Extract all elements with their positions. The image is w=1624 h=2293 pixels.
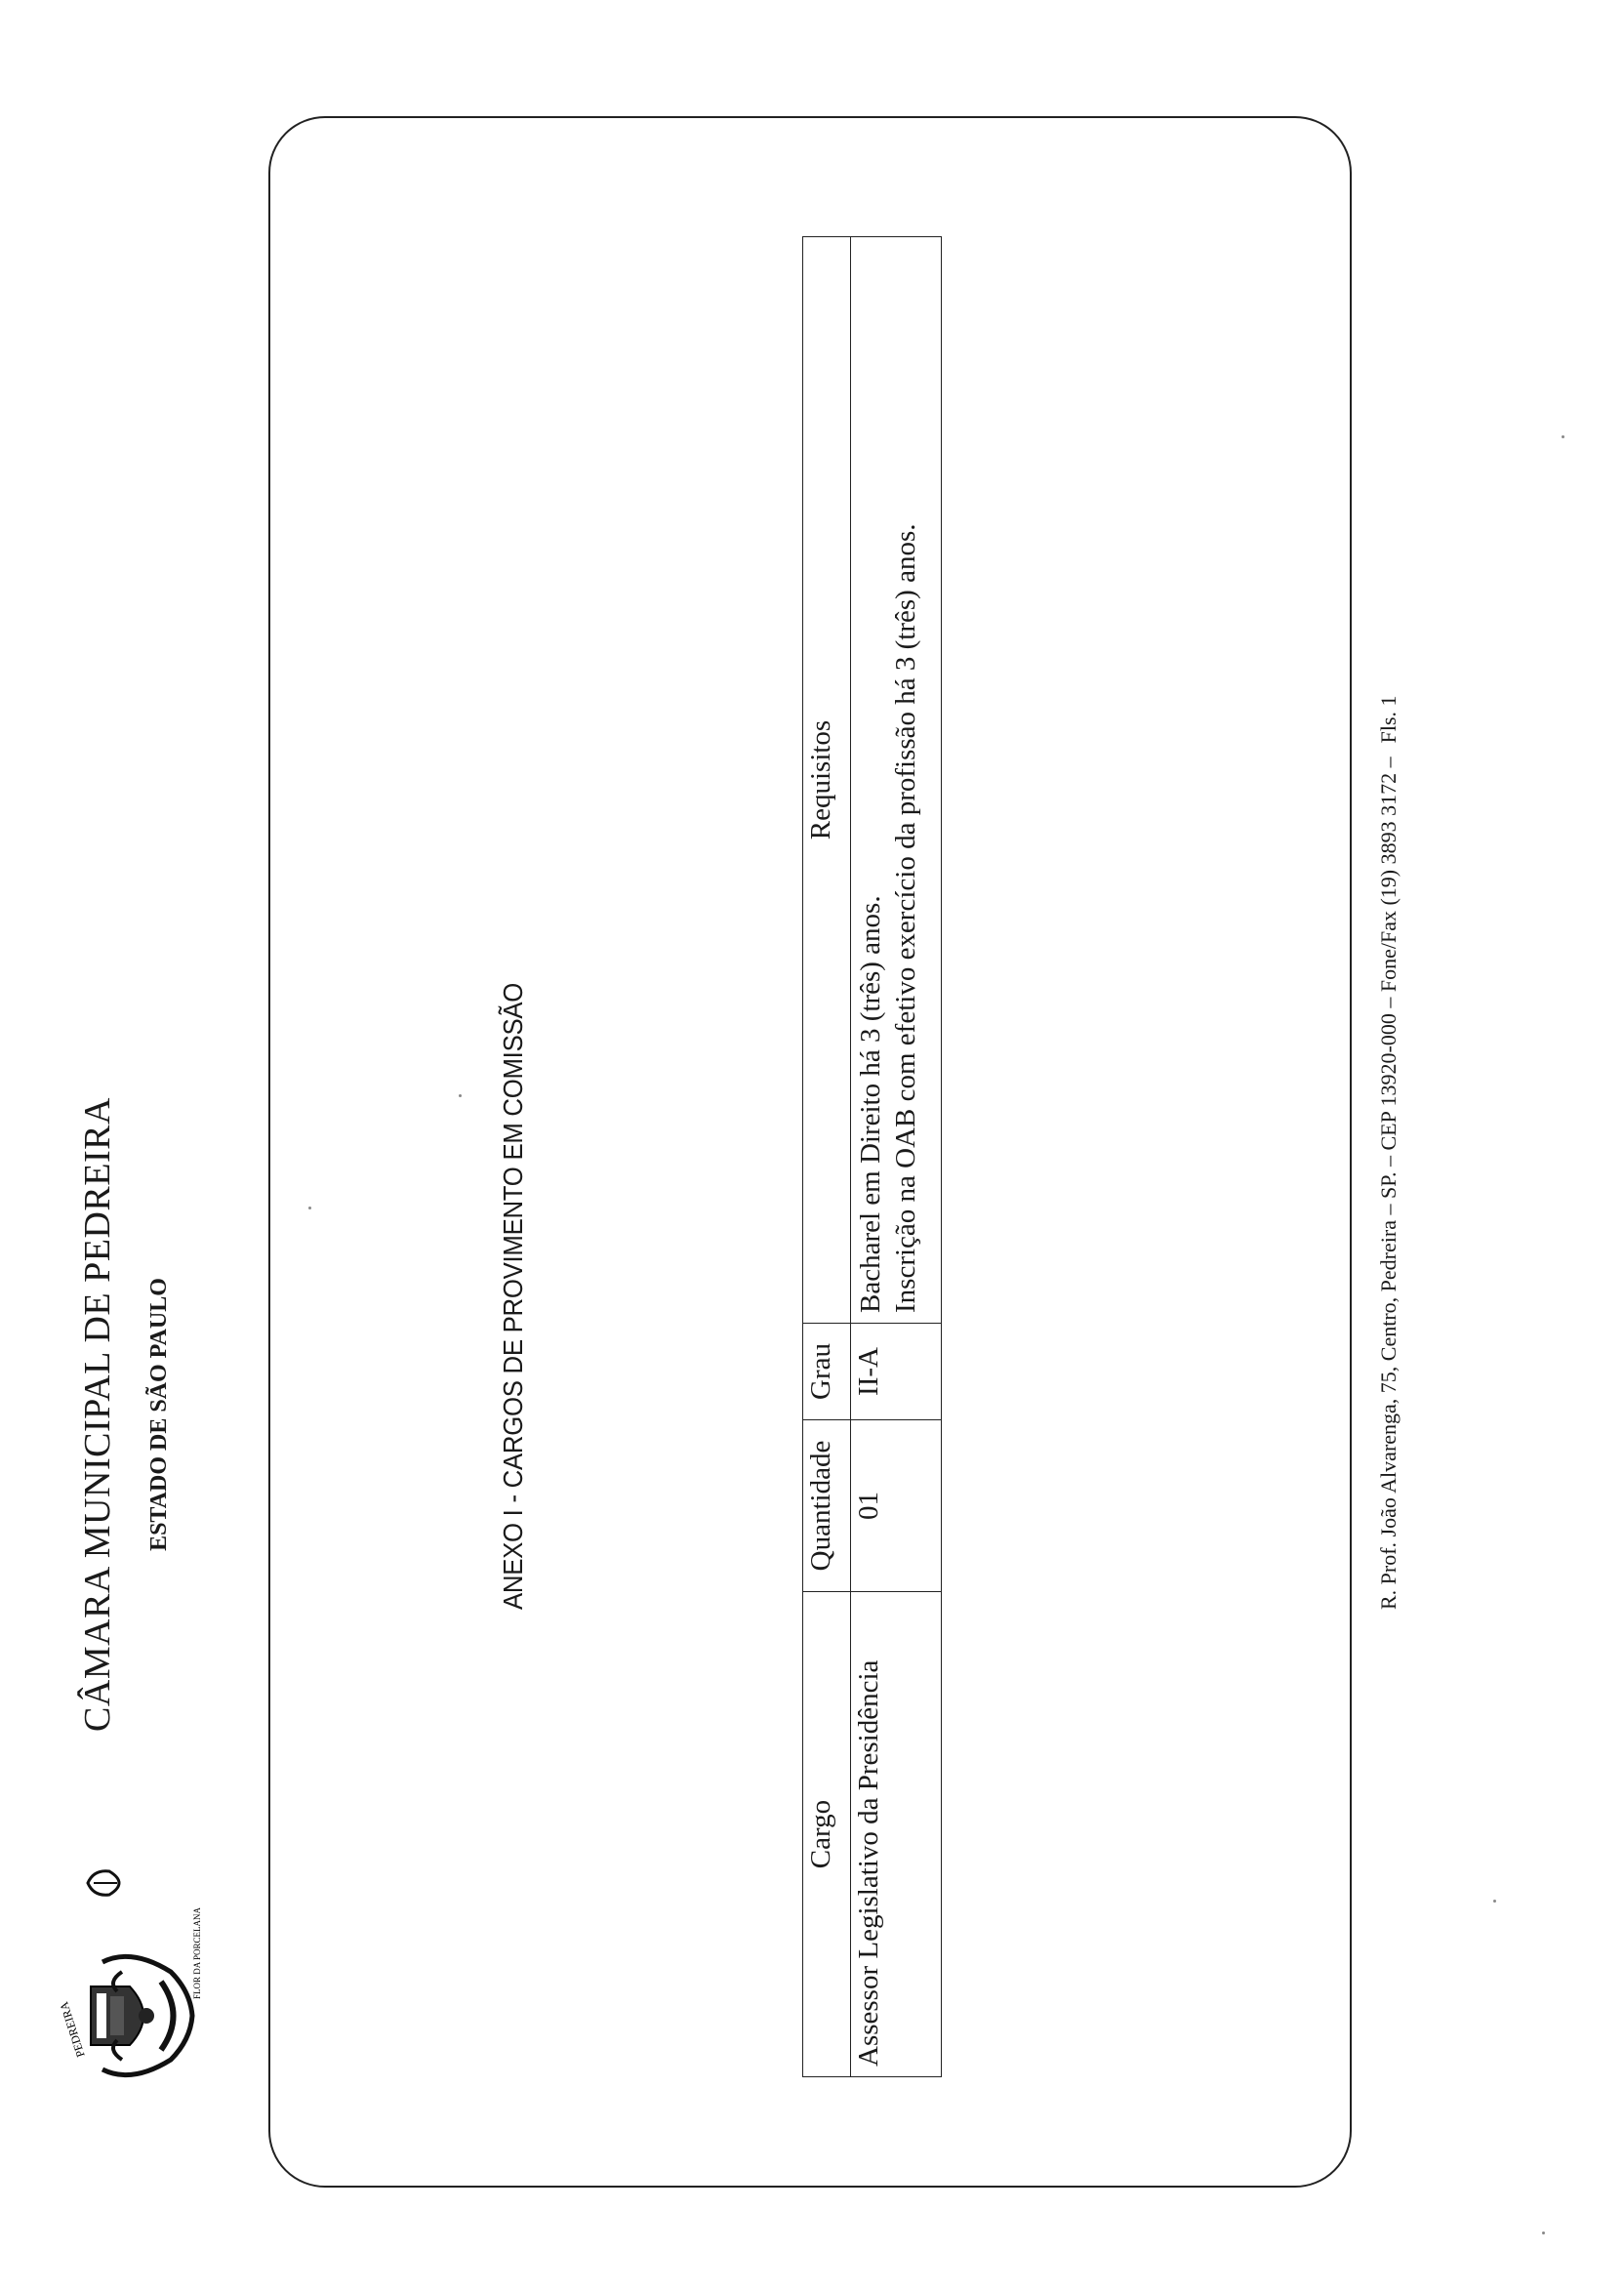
crest-motto-top: PEDREIRA [57,1999,88,2060]
header-grau: Grau [803,1324,851,1420]
table-row [851,237,942,2077]
table-header-row [803,237,851,2077]
scan-speck [308,1207,311,1209]
chamber-title-text: CÂMARA MUNICIPAL DE PEDREIRA [77,1097,118,1732]
cell-requisitos [851,237,942,1324]
header-quantidade: Quantidade [803,1420,851,1592]
page-footer [1376,145,1405,1610]
crest-motto-bottom: FLOR DA PORCELANA [192,1906,202,1999]
footer-address: R. Prof. João Alvarenga, 75, Centro, Pedreira – SP. – CEP 13920-000 – Fone/Fax (19) 3893 3172 – [1376,757,1401,1610]
cell-cargo: Assessor Legislativo da Presidência [851,1592,942,2077]
header-requisitos: Requisitos [803,237,851,1324]
scan-speck [1562,435,1564,438]
cell-grau: II-A [851,1324,942,1420]
requirement-line: Bacharel em Direito há 3 (três) anos. [855,895,886,1313]
requirement-line: Inscrição na OAB com efetivo exercício da profissão há 3 (três) anos. [890,523,921,1313]
state-subtitle: ESTADO DE SÃO PAULO [146,1278,172,1551]
leaf-emblem-icon [84,1863,123,1903]
scan-speck [1542,2232,1545,2234]
scan-speck [459,1094,462,1097]
footer-page-number: Fls. 1 [1376,695,1401,744]
annex-title: ANEXO I - CARGOS DE PROVIMENTO EM COMISSÃO [498,982,528,1610]
header-cargo: Cargo [803,1592,851,2077]
coat-of-arms-seal [57,1906,220,2089]
cell-quantidade: 01 [851,1420,942,1592]
positions-table [802,236,942,2077]
chamber-title [76,926,135,1903]
scan-speck [1493,1900,1496,1903]
